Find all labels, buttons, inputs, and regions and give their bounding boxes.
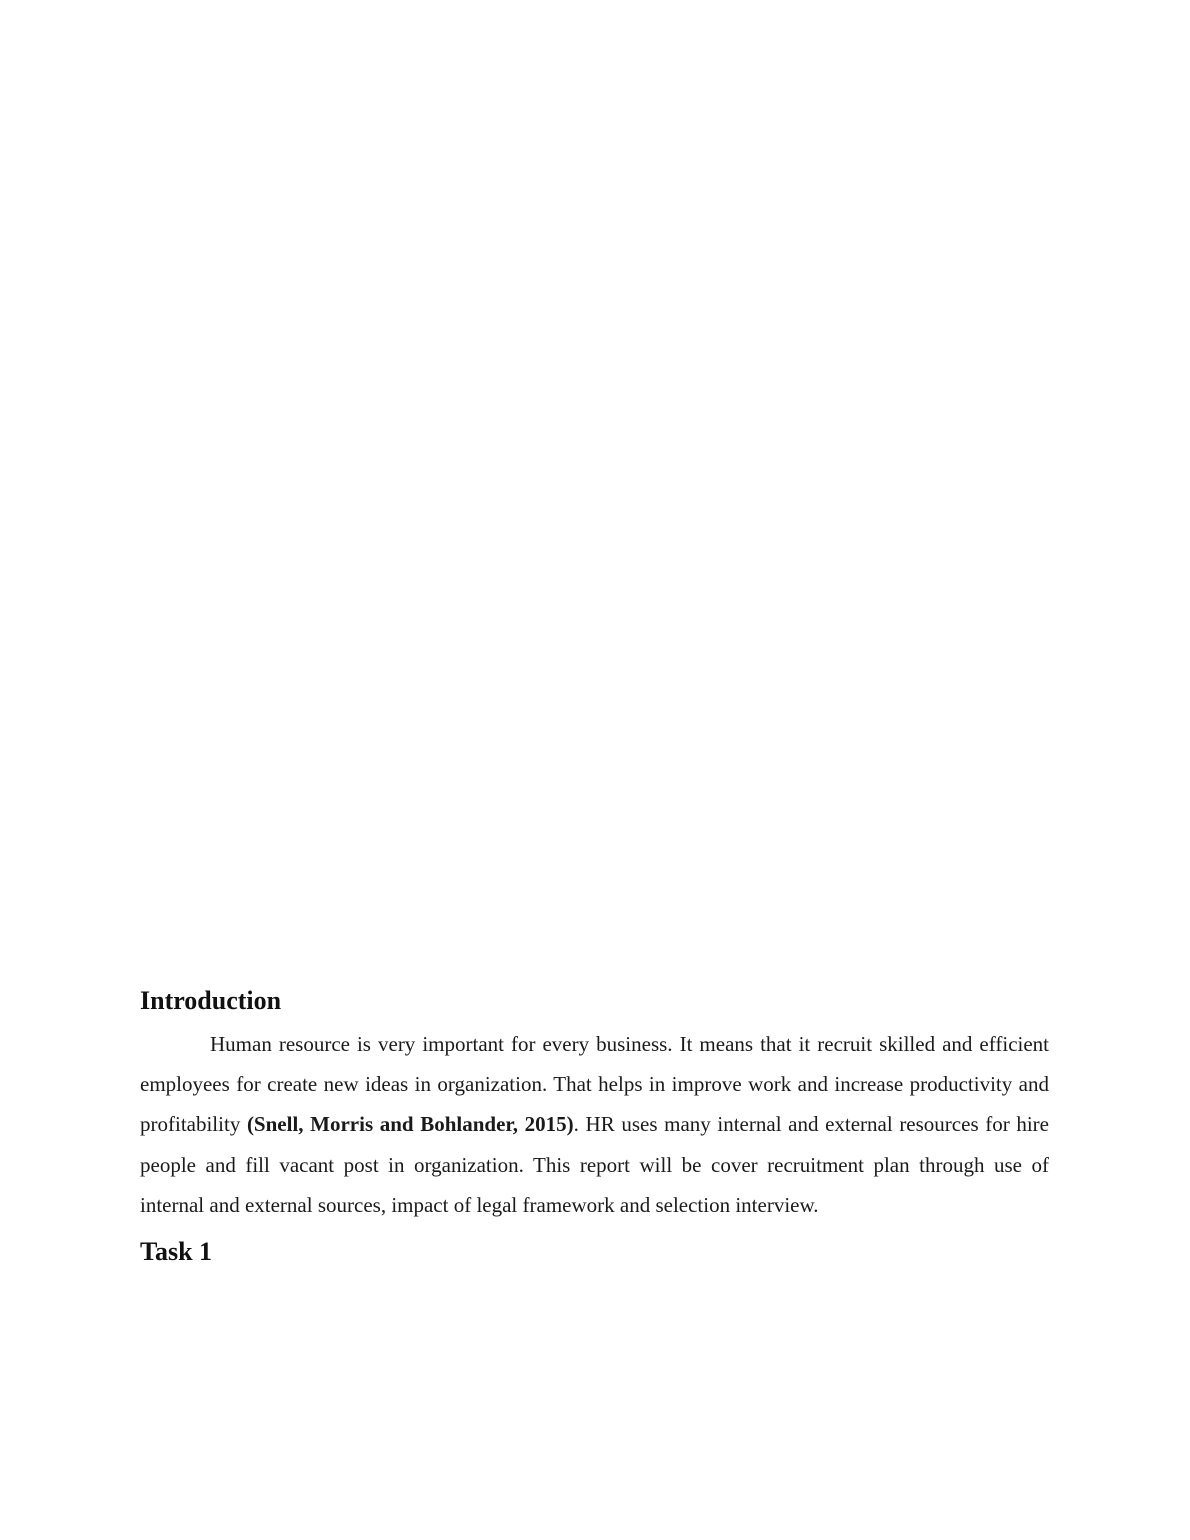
task-1-heading: Task 1 — [140, 1237, 213, 1267]
document-body — [140, 980, 1049, 1273]
introduction-heading: Introduction — [140, 986, 282, 1015]
paragraph-text-before-citation: Human resource is very important for every business. It means that it recruit skilled and efficient employees for create new ideas in organization. That helps in improve work and increase productivity and profitability — [140, 1032, 1049, 1137]
paragraph-text-after-citation: . HR uses many internal and external resources for hire people and fill vacant post in organization. This report will be cover recruitment plan through use of internal and external sources, impact of legal framework and selection interview. — [140, 1112, 1049, 1217]
introduction-paragraph — [140, 1024, 1049, 1225]
citation-reference: (Snell, Morris and Bohlander, 2015) — [246, 1112, 574, 1137]
